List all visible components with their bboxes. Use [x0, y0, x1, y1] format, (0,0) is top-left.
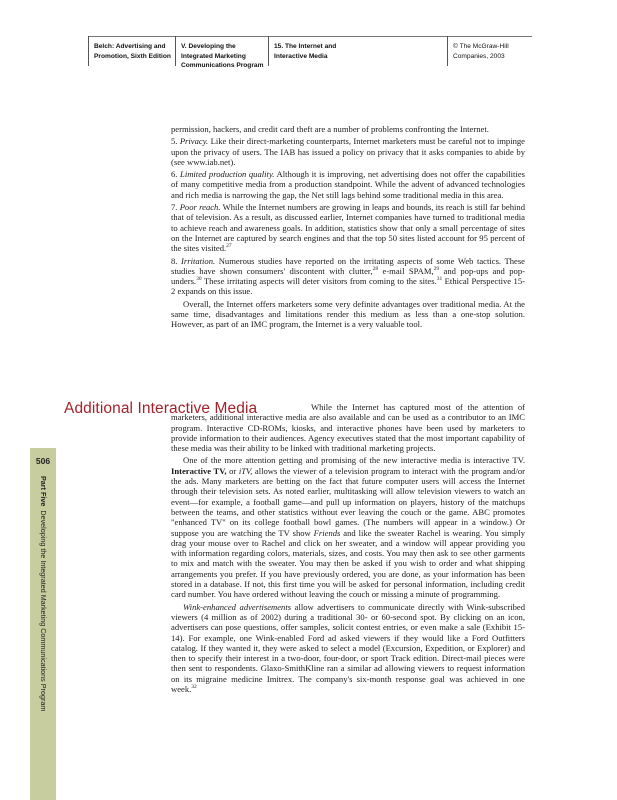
header-line: 15. The Internet and [274, 43, 337, 50]
item-lead: Privacy. [179, 136, 209, 147]
header-rule [88, 36, 532, 37]
part-title: Developing the Integrated Marketing Communications Program [39, 510, 48, 712]
text: One of the more attention getting and promising of the new interactive media is interactive TV. [183, 455, 525, 466]
text: These irritating aspects will deter visitors from coming to the sites. [201, 276, 437, 287]
paragraph [171, 402, 525, 453]
text: allow advertisers to communicate directly with Wink-subscribed viewers (4 million as of 2002) during a traditional 30- or 60-second spot. By clicking on an icon, advertisers can pose questions, offer samples, solicit contest entries, or even make a sale (Exhibit 15-14). For example, one Wink-enabled Ford ad asked viewers if they would like a Ford Outfitters catalog. If they wanted it, they were asked to select a model (Excursion, Expedition, or Explorer) and then to specify their interest in a two-door, four-door, or sport Track edition. Direct-mail pieces were then sent to respondents. Glaxo-SmithKline ran a similar ad allowing viewers to request information on its migraine medicine Imitrex. The company's six-month response goal was achieved in one week. [171, 601, 525, 695]
part-label [39, 476, 48, 711]
header-line: Communications Program [181, 62, 264, 69]
text: While the Internet has captured most of the attention of marketers, additional interactive media are also available and can be used as a contributor to an IMC program. Interactive CD-ROMs, kiosks, and interactive phones have been used by marketers to provide information to their audiences. Agency executives stated that the most important capability of these media was their ability to be linked with traditional marketing projects. [171, 402, 525, 454]
text: Although it is improving, net advertising does not offer the capabilities of many competitive media from a production standpoint. While the advent of advanced technologies and rich media is narrowing the gap, the Net still lags behind some traditional media in this area. [171, 169, 525, 200]
header-line: V. Developing the [181, 43, 236, 50]
text: or [226, 465, 239, 476]
item-number: 7. [171, 202, 178, 213]
item-number: 5. [171, 136, 178, 147]
page-sidebar [30, 448, 56, 800]
text: e-mail SPAM, [378, 265, 434, 276]
body-lower [171, 402, 525, 696]
header-divider [175, 36, 176, 66]
italic-term: Friends [313, 527, 341, 538]
italic-term: Wink-enhanced advertisements [183, 601, 292, 612]
section-heading: Additional Interactive Media [64, 400, 258, 417]
text: While the Internet numbers are growing in leaps and bounds, its reach is still far behind that of television. As a result, as discussed earlier, Internet companies have turned to traditional media to achieve reach and awareness goals. In addition, statistics show that only a small percentage of sites on the Internet are captured by search engines and that the top 50 sites listed account for 95 percent of the sites visited. [171, 202, 526, 254]
footnote-ref: 28 [372, 266, 379, 272]
body-upper [171, 124, 525, 332]
list-item [171, 256, 525, 297]
footnote-ref: 30 [196, 276, 202, 283]
paragraph [171, 124, 525, 134]
text: and pop-ups and pop-unders. [171, 265, 526, 287]
italic-term: iTV, [238, 465, 253, 476]
header-line: Belch: Advertising and [94, 43, 166, 50]
item-number: 6. [171, 169, 178, 180]
header-line: Promotion, Sixth Edition [94, 52, 171, 60]
header-divider [268, 36, 269, 66]
paragraph [171, 455, 525, 599]
header-divider [88, 36, 89, 66]
text: Like their direct-marketing counterparts, Internet marketers must be careful not to impinge upon the privacy of users. The IAB has issued a policy on privacy that it asks companies to abide by (see www.iab.net). [171, 136, 525, 167]
header-line: © The McGraw-Hill [453, 43, 509, 50]
paragraph [171, 299, 525, 330]
text: permission, hackers, and credit card theft are a number of problems confronting the Internet. [171, 124, 489, 134]
text: allows the viewer of a television program to interact with the program and/or the ads. Many marketers are betting on the fact that future computer users will access the Internet through their television sets. As noted earlier, multitasking will allow television viewers to watch an event—for example, a football game—and pull up information on players, history of the matchups between the teams, and other statistics without ever leaving the couch or the game. ABC promotes "enhanced TV" on its college football bowl games. (The numbers will appear in a window.) Or suppose you are watching the TV show [171, 465, 525, 538]
text: Ethical Perspective 15-2 expands on this issue. [171, 276, 525, 297]
header-divider [447, 36, 448, 66]
text: and like the sweater Rachel is wearing. You simply drag your mouse over to Rachel and click on her sweater, and a window will appear providing you with information regarding colors, materials, sizes, and costs. You may then ask to see other garments to mix and match with the sweater. You may then be asked if you wish to order and what shipping arrangements you prefer. If you have previously ordered, you are done, as your information has been stored in a database. If not, this first time you will be asked for personal information, including credit card number. You have ordered without leaving the couch or missing a minute of programming. [171, 527, 525, 600]
footnote-ref: 32 [191, 684, 197, 691]
text: Overall, the Internet offers marketers some very definite advantages over traditional media. At the same time, disadvantages and limitations render this medium as less than a one-stop solution. However, as part of an IMC program, the Internet is a very valuable tool. [171, 298, 525, 330]
list-item [171, 202, 525, 253]
header-line: Interactive Media [274, 52, 328, 60]
header-part-title [181, 42, 263, 71]
list-item [171, 169, 525, 200]
footnote-ref: 29 [433, 266, 440, 272]
footnote-ref: 31 [436, 276, 443, 283]
item-lead: Limited production quality. [180, 169, 275, 180]
header-copyright [453, 42, 509, 61]
item-lead: Poor reach. [179, 202, 221, 213]
list-item [171, 136, 525, 167]
item-lead: Irritation. [181, 255, 216, 266]
text: Numerous studies have reported on the irritating aspects of some Web tactics. These studies have shown consumers' discontent with clutter, [171, 255, 525, 276]
header-line: Integrated Marketing [181, 52, 246, 60]
page-number: 506 [35, 456, 51, 466]
footnote-ref: 27 [226, 243, 232, 250]
header-book-title [94, 42, 171, 61]
header-chapter-title [274, 42, 336, 61]
header-line: Companies, 2003 [453, 52, 505, 60]
item-number: 8. [171, 255, 178, 266]
part-number: Part Five [39, 476, 48, 507]
paragraph [171, 602, 525, 695]
key-term: Interactive TV, [171, 465, 227, 476]
